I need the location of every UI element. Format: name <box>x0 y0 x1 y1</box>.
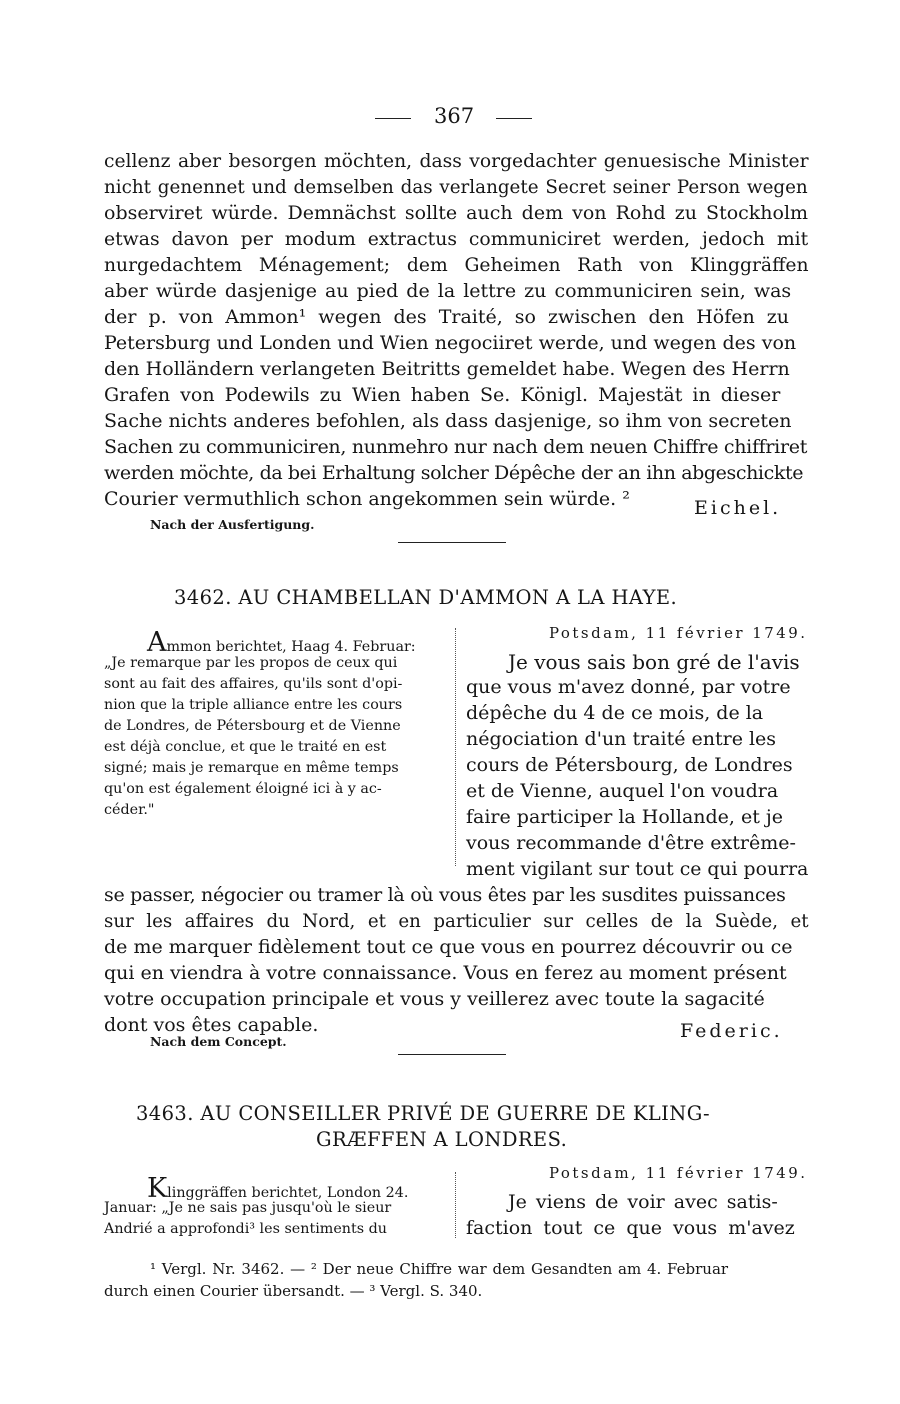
dateline: Potsdam, 11 février 1749. <box>549 624 808 642</box>
dateline: Potsdam, 11 février 1749. <box>549 1164 808 1182</box>
summary-line: Januar: „Je ne sais pas jusqu'où le sieur <box>104 1200 392 1216</box>
text-line: sur les affaires du Nord, et en particulier sur celles de la Suède, et <box>104 910 809 932</box>
letter-heading: 3463. AU CONSEILLER PRIVÉ DE GUERRE DE KLING- <box>136 1102 711 1125</box>
page-number: 367 <box>434 104 475 128</box>
text-line: Grafen von Podewils zu Wien haben Se. Königl. Majestät in dieser <box>104 384 781 406</box>
summary-line: de Londres, de Pétersbourg et de Vienne <box>104 718 401 734</box>
column-separator <box>455 628 456 866</box>
summary-line: est déjà conclue, et que le traité en est <box>104 739 387 755</box>
footnote-line: ¹ Vergl. Nr. 3462. — ² Der neue Chiffre war dem Gesandten am 4. Februar <box>150 1260 729 1278</box>
summary-line: nion que la triple alliance entre les cours <box>104 697 403 713</box>
source-note: Nach der Ausfertigung. <box>150 517 315 532</box>
summary-line: signé; mais je remarque en même temps <box>104 760 399 776</box>
text-line: ment vigilant sur tout ce qui pourra <box>466 858 809 880</box>
text-line: que vous m'avez donné, par votre <box>466 676 791 698</box>
summary-line: Andrié a approfondi³ les sentiments du <box>104 1221 387 1237</box>
text-line: vous recommande d'être extrême- <box>466 832 796 854</box>
letter-heading-cont: GRÆFFEN A LONDRES. <box>316 1128 568 1151</box>
header-rule-left <box>375 118 411 119</box>
header-rule-right <box>496 118 532 119</box>
drop-initial: A <box>147 627 167 658</box>
text-line: observiret würde. Demnächst sollte auch dem von Rohd zu Stockholm <box>104 202 809 224</box>
section-divider <box>398 1054 506 1055</box>
signature-eichel: Eichel. <box>694 497 782 519</box>
text-line: aber würde dasjenige au pied de la lettre zu communiciren sein, was <box>104 280 792 302</box>
text-line: der p. von Ammon¹ wegen des Traité, so zwischen den Höfen zu <box>104 306 790 328</box>
text-line: cellenz aber besorgen möchten, dass vorgedachter genuesische Minister <box>104 150 809 172</box>
text-line: werden möchte, da bei Erhaltung solcher Dépêche der an ihn abgeschickte <box>104 462 804 484</box>
text-line: Je viens de voir avec satis- <box>508 1191 778 1213</box>
summary-line: sont au fait des affaires, qu'ils sont d'opi- <box>104 676 403 692</box>
drop-initial: K <box>147 1173 168 1204</box>
summary-line-first: Ammon berichtet, Haag 4. Februar: <box>147 627 416 658</box>
text-line: se passer, négocier ou tramer là où vous êtes par les susdites puissances <box>104 884 786 906</box>
text-line: etwas davon per modum extractus communiciret werden, jedoch mit <box>104 228 809 250</box>
text-line: dont vos êtes capable. <box>104 1014 319 1036</box>
text-line: nurgedachtem Ménagement; dem Geheimen Rath von Klinggräffen <box>104 254 809 276</box>
source-note: Nach dem Concept. <box>150 1034 287 1049</box>
text-line: Je vous sais bon gré de l'avis <box>508 650 800 674</box>
text-line: cours de Pétersbourg, de Londres <box>466 754 793 776</box>
summary-line: „Je remarque par les propos de ceux qui <box>104 655 398 671</box>
summary-line-first: Klinggräffen berichtet, London 24. <box>147 1173 409 1204</box>
text-line: Petersburg und Londen und Wien negociiret werde, und wegen des von <box>104 332 797 354</box>
column-separator <box>455 1172 456 1238</box>
text-line: qui en viendra à votre connaissance. Vous en ferez au moment présent <box>104 962 787 984</box>
letter-heading: 3462. AU CHAMBELLAN D'AMMON A LA HAYE. <box>174 586 678 609</box>
text-line: Courier vermuthlich schon angekommen sein würde. ² <box>104 488 630 510</box>
text-line: Sachen zu communiciren, nunmehro nur nach dem neuen Chiffre chiffriret <box>104 436 808 458</box>
text-line: den Holländern verlangeten Beitritts gemeldet habe. Wegen des Herrn <box>104 358 790 380</box>
text-line: de me marquer fidèlement tout ce que vous en pourrez découvrir ou ce <box>104 936 793 958</box>
section-divider <box>398 542 506 543</box>
summary-line: qu'on est également éloigné ici à y ac- <box>104 781 382 797</box>
text-line: et de Vienne, auquel l'on voudra <box>466 780 779 802</box>
summary-line: céder." <box>104 802 155 818</box>
text-line: négociation d'un traité entre les <box>466 728 777 750</box>
text-line: votre occupation principale et vous y veillerez avec toute la sagacité <box>104 988 765 1010</box>
text-line: nicht genennet und demselben das verlangete Secret seiner Person wegen <box>104 176 808 198</box>
text-line: dépêche du 4 de ce mois, de la <box>466 702 764 724</box>
text-line: Sache nichts anderes befohlen, als dass dasjenige, so ihm von secreten <box>104 410 792 432</box>
footnote-line: durch einen Courier übersandt. — ³ Vergl. S. 340. <box>104 1282 483 1300</box>
signature-federic: Federic. <box>680 1020 783 1042</box>
text-line: faction tout ce que vous m'avez <box>466 1217 795 1239</box>
text-line: faire participer la Hollande, et je <box>466 806 784 828</box>
